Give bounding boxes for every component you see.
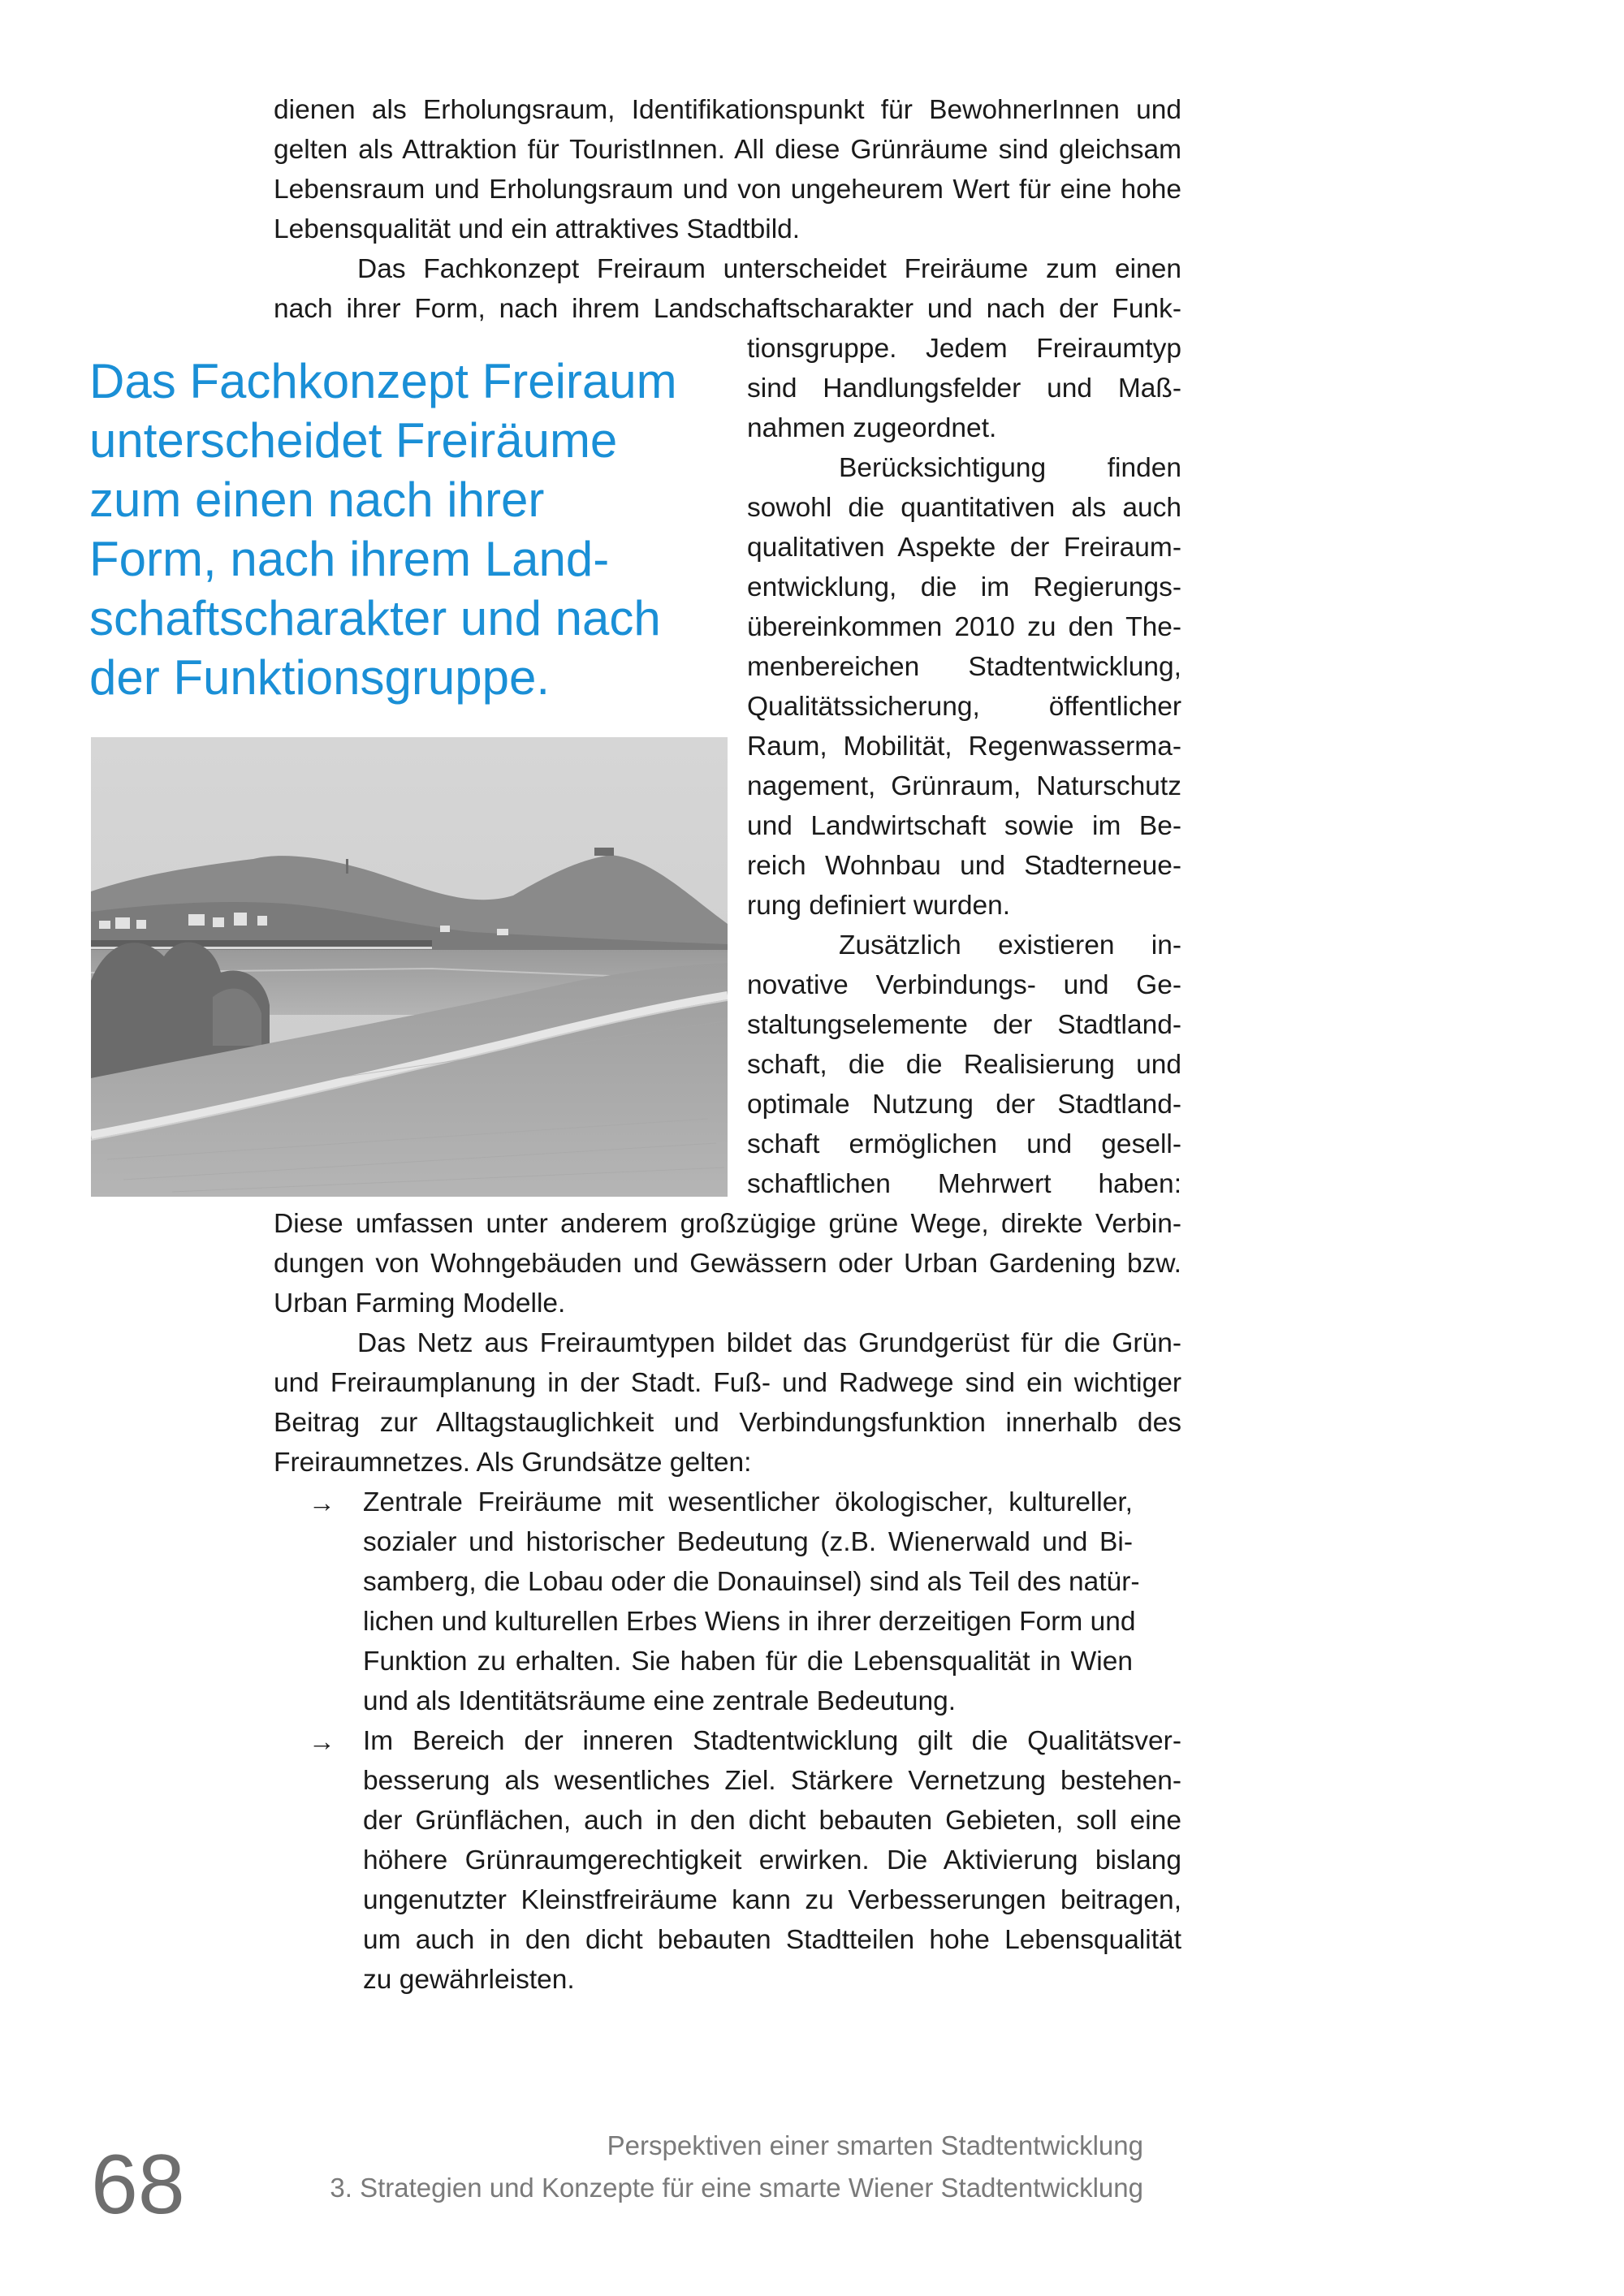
body-text-line: Das Fachkonzept Freiraum unterscheidet Freiräume zum einen bbox=[357, 254, 1181, 284]
list-item-text: Zentrale Freiräume mit wesentlicher ökologischer, kultureller, bbox=[363, 1487, 1133, 1517]
list-item-text: ungenutzter Kleinstfreiräume kann zu Verbesserungen beitragen, bbox=[363, 1885, 1181, 1915]
body-text-line: dungen von Wohngebäuden und Gewässern oder Urban Gardening bzw. bbox=[274, 1249, 1181, 1279]
body-text-line: dienen als Erholungsraum, Identifikationspunkt für BewohnerInnen und bbox=[274, 95, 1181, 125]
pull-quote-line: der Funktionsgruppe. bbox=[89, 650, 551, 705]
body-text-line: optimale Nutzung der Stadtland- bbox=[747, 1090, 1181, 1120]
body-text-line: Berücksichtigung finden bbox=[839, 453, 1181, 483]
body-text-line: Zusätzlich existieren in- bbox=[839, 930, 1181, 960]
body-text-line: nagement, Grünraum, Naturschutz bbox=[747, 771, 1181, 801]
pull-quote-line: zum einen nach ihrer bbox=[89, 473, 545, 527]
pull-quote-line: unterscheidet Freiräume bbox=[89, 413, 618, 468]
body-text-line: und Landwirtschaft sowie im Be- bbox=[747, 811, 1181, 841]
body-text-line: sind Handlungsfelder und Maß- bbox=[747, 373, 1181, 404]
body-text-line: novative Verbindungs- und Ge- bbox=[747, 970, 1181, 1000]
body-text-line: schaftlichen Mehrwert haben: bbox=[747, 1169, 1181, 1199]
body-text-line: menbereichen Stadtentwicklung, bbox=[747, 652, 1181, 682]
list-item-text: der Grünflächen, auch in den dicht bebauten Gebieten, soll eine bbox=[363, 1806, 1181, 1836]
body-text-line: Das Netz aus Freiraumtypen bildet das Grundgerüst für die Grün- bbox=[357, 1328, 1181, 1358]
landscape-photo bbox=[91, 737, 728, 1197]
body-text-line: reich Wohnbau und Stadterneue- bbox=[747, 851, 1181, 881]
body-text-line: Diese umfassen unter anderem großzügige grüne Wege, direkte Verbin- bbox=[274, 1209, 1181, 1239]
body-text-line: nahmen zugeordnet. bbox=[747, 413, 997, 443]
body-text-line: schaft, die die Realisierung und bbox=[747, 1050, 1181, 1080]
body-text-line: Lebensraum und Erholungsraum und von ungeheurem Wert für eine hohe bbox=[274, 175, 1181, 205]
arrow-right-icon: → bbox=[309, 1726, 335, 1756]
body-text-line: entwicklung, die im Regierungs- bbox=[747, 572, 1181, 602]
body-text-line: Qualitätssicherung, öffentlicher bbox=[747, 692, 1181, 722]
arrow-right-icon: → bbox=[309, 1487, 335, 1517]
body-text-line: schaft ermöglichen und gesell- bbox=[747, 1129, 1181, 1159]
body-text-line: Raum, Mobilität, Regenwasserma- bbox=[747, 732, 1181, 762]
list-item-text: besserung als wesentliches Ziel. Stärkere Vernetzung bestehen- bbox=[363, 1766, 1181, 1796]
body-text-line: nach ihrer Form, nach ihrem Landschaftscharakter und nach der Funk- bbox=[274, 294, 1181, 324]
body-text-line: Urban Farming Modelle. bbox=[274, 1288, 566, 1318]
list-item-text: und als Identitätsräume eine zentrale Bedeutung. bbox=[363, 1686, 957, 1716]
body-text-line: tionsgruppe. Jedem Freiraumtyp bbox=[747, 334, 1181, 364]
running-title: Perspektiven einer smarten Stadtentwicklung bbox=[607, 2130, 1143, 2160]
pull-quote-line: schaftscharakter und nach bbox=[89, 591, 661, 645]
body-text-line: Freiraumnetzes. Als Grundsätze gelten: bbox=[274, 1448, 752, 1478]
body-text-line: Beitrag zur Alltagstauglichkeit und Verbindungsfunktion innerhalb des bbox=[274, 1408, 1181, 1438]
pull-quote bbox=[89, 352, 706, 707]
list-item-text: Im Bereich der inneren Stadtentwicklung gilt die Qualitätsver- bbox=[363, 1726, 1181, 1756]
body-text-line: sowohl die quantitativen als auch bbox=[747, 493, 1181, 523]
chapter-title: 3. Strategien und Konzepte für eine smarte Wiener Stadtentwicklung bbox=[330, 2173, 1143, 2203]
list-item-text: um auch in den dicht bebauten Stadtteilen hohe Lebensqualität bbox=[363, 1925, 1181, 1955]
body-text-line: Lebensqualität und ein attraktives Stadtbild. bbox=[274, 214, 801, 244]
body-text-line: und Freiraumplanung in der Stadt. Fuß- und Radwege sind ein wichtiger bbox=[274, 1368, 1181, 1398]
body-text-line: qualitativen Aspekte der Freiraum- bbox=[747, 533, 1181, 563]
list-item-text: lichen und kulturellen Erbes Wiens in ihrer derzeitigen Form und bbox=[363, 1607, 1136, 1637]
pull-quote-line: Form, nach ihrem Land- bbox=[89, 532, 610, 586]
list-item-text: Funktion zu erhalten. Sie haben für die Lebensqualität in Wien bbox=[363, 1646, 1133, 1677]
pull-quote-line: Das Fachkonzept Freiraum bbox=[89, 354, 677, 408]
page-number: 68 bbox=[91, 2138, 185, 2232]
body-text-line: gelten als Attraktion für TouristInnen. All diese Grünräume sind gleichsam bbox=[274, 135, 1181, 165]
body-text-line: übereinkommen 2010 zu den The- bbox=[747, 612, 1181, 642]
list-item-text: sozialer und historischer Bedeutung (z.B. Wienerwald und Bi- bbox=[363, 1527, 1133, 1557]
list-item-text: höhere Grünraumgerechtigkeit erwirken. Die Aktivierung bislang bbox=[363, 1845, 1181, 1875]
list-item-text: samberg, die Lobau oder die Donauinsel) sind als Teil des natür- bbox=[363, 1567, 1140, 1597]
list-item-text: zu gewährleisten. bbox=[363, 1965, 575, 1995]
body-text-line: staltungselemente der Stadtland- bbox=[747, 1010, 1181, 1040]
body-text-line: rung definiert wurden. bbox=[747, 891, 1011, 921]
